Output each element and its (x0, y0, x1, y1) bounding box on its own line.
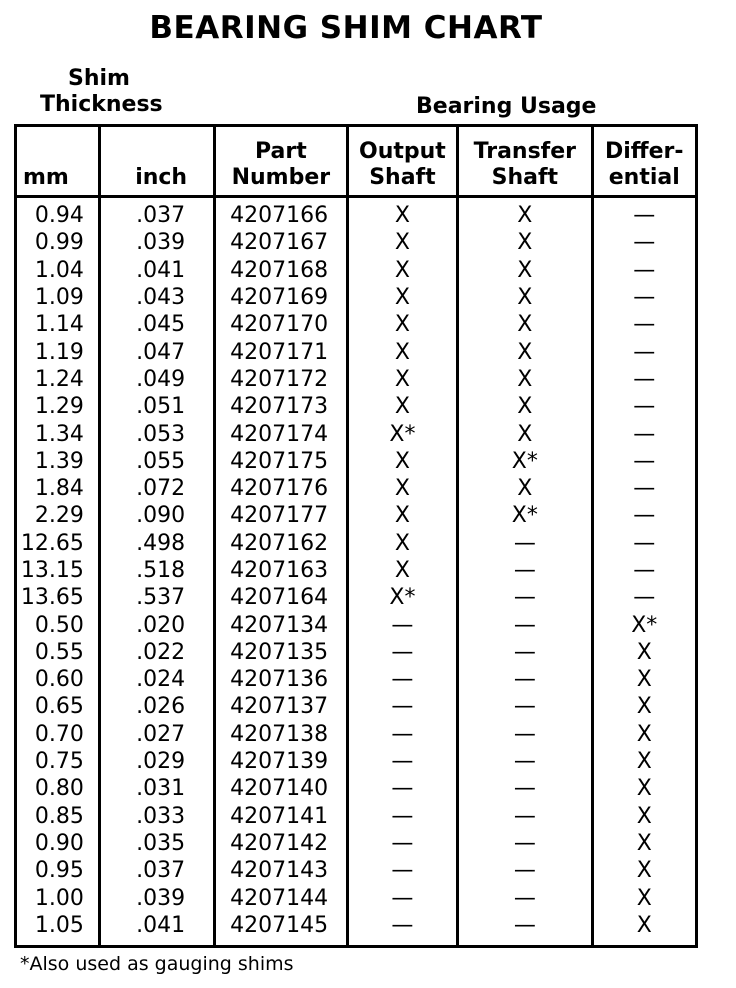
cell-diff: — (592, 311, 697, 338)
cell-output: X (347, 197, 458, 230)
table-row (16, 775, 697, 802)
cell-mm: 0.70 (16, 721, 100, 748)
cell-part: 4207169 (215, 284, 348, 311)
cell-diff: X (592, 912, 697, 947)
cell-diff: X (592, 830, 697, 857)
cell-part: 4207170 (215, 311, 348, 338)
cell-mm: 12.65 (16, 530, 100, 557)
cell-output: X* (347, 584, 458, 611)
cell-output: — (347, 748, 458, 775)
table-row (16, 639, 697, 666)
cell-inch: .026 (99, 693, 214, 720)
table-row (16, 584, 697, 611)
cell-transfer: — (458, 748, 592, 775)
cell-part: 4207163 (215, 557, 348, 584)
cell-mm: 0.55 (16, 639, 100, 666)
table-row (16, 311, 697, 338)
cell-diff: — (592, 257, 697, 284)
cell-mm: 1.39 (16, 448, 100, 475)
cell-output: — (347, 721, 458, 748)
header-transfer-shaft-line1: Transfer (473, 139, 577, 164)
cell-transfer: X (458, 366, 592, 393)
cell-diff: — (592, 584, 697, 611)
cell-mm: 1.19 (16, 338, 100, 365)
cell-part: 4207135 (215, 639, 348, 666)
cell-transfer: X (458, 197, 592, 230)
cell-inch: .043 (99, 284, 214, 311)
chart-title: BEARING SHIM CHART (149, 10, 543, 46)
cell-part: 4207143 (215, 857, 348, 884)
cell-output: — (347, 912, 458, 947)
cell-mm: 1.09 (16, 284, 100, 311)
table-row (16, 693, 697, 720)
cell-mm: 1.84 (16, 475, 100, 502)
cell-inch: .041 (99, 257, 214, 284)
table-row (16, 475, 697, 502)
cell-transfer: — (458, 584, 592, 611)
header-mm: mm (16, 126, 100, 197)
cell-part: 4207167 (215, 229, 348, 256)
footnote: *Also used as gauging shims (20, 953, 294, 975)
cell-mm: 1.29 (16, 393, 100, 420)
cell-output: X (347, 502, 458, 529)
cell-transfer: — (458, 557, 592, 584)
cell-diff: — (592, 284, 697, 311)
cell-mm: 13.15 (16, 557, 100, 584)
header-differential (592, 126, 697, 197)
cell-mm: 2.29 (16, 502, 100, 529)
cell-output: — (347, 693, 458, 720)
cell-inch: .041 (99, 912, 214, 947)
shim-table (14, 124, 698, 948)
cell-output: — (347, 884, 458, 911)
table-row (16, 803, 697, 830)
header-differential-line1: Differ- (604, 139, 684, 164)
cell-diff: X (592, 666, 697, 693)
cell-part: 4207171 (215, 338, 348, 365)
cell-part: 4207173 (215, 393, 348, 420)
cell-diff: — (592, 475, 697, 502)
cell-inch: .037 (99, 197, 214, 230)
cell-diff: X (592, 857, 697, 884)
cell-mm: 1.05 (16, 912, 100, 947)
table-header-row (16, 126, 697, 197)
cell-transfer: X (458, 393, 592, 420)
cell-part: 4207176 (215, 475, 348, 502)
cell-transfer: X (458, 420, 592, 447)
cell-inch: .039 (99, 229, 214, 256)
cell-inch: .047 (99, 338, 214, 365)
header-differential-line2: ential (608, 165, 680, 190)
table-row (16, 502, 697, 529)
cell-transfer: — (458, 912, 592, 947)
cell-inch: .537 (99, 584, 214, 611)
table-row (16, 420, 697, 447)
cell-output: — (347, 830, 458, 857)
cell-diff: — (592, 197, 697, 230)
table-row (16, 912, 697, 947)
cell-part: 4207142 (215, 830, 348, 857)
cell-part: 4207145 (215, 912, 348, 947)
table-row (16, 393, 697, 420)
cell-transfer: — (458, 830, 592, 857)
table-row (16, 557, 697, 584)
table-row (16, 197, 697, 230)
cell-output: X* (347, 420, 458, 447)
cell-mm: 0.80 (16, 775, 100, 802)
cell-mm: 1.04 (16, 257, 100, 284)
cell-transfer: X (458, 475, 592, 502)
cell-transfer: — (458, 721, 592, 748)
cell-part: 4207141 (215, 803, 348, 830)
cell-output: X (347, 557, 458, 584)
table-row (16, 721, 697, 748)
table-row (16, 257, 697, 284)
cell-diff: X (592, 884, 697, 911)
cell-inch: .024 (99, 666, 214, 693)
cell-mm: 0.85 (16, 803, 100, 830)
cell-part: 4207134 (215, 611, 348, 638)
table-row (16, 857, 697, 884)
cell-output: — (347, 611, 458, 638)
cell-diff: — (592, 502, 697, 529)
cell-output: — (347, 775, 458, 802)
cell-output: X (347, 448, 458, 475)
cell-transfer: — (458, 857, 592, 884)
table-row (16, 229, 697, 256)
cell-mm: 13.65 (16, 584, 100, 611)
cell-diff: — (592, 420, 697, 447)
table-row (16, 284, 697, 311)
cell-transfer: — (458, 611, 592, 638)
cell-part: 4207139 (215, 748, 348, 775)
cell-diff: X (592, 693, 697, 720)
cell-part: 4207177 (215, 502, 348, 529)
cell-mm: 1.34 (16, 420, 100, 447)
cell-output: — (347, 803, 458, 830)
cell-part: 4207136 (215, 666, 348, 693)
header-transfer-shaft (458, 126, 592, 197)
cell-part: 4207166 (215, 197, 348, 230)
cell-part: 4207164 (215, 584, 348, 611)
table-row (16, 366, 697, 393)
cell-part: 4207174 (215, 420, 348, 447)
header-part-number-line2: Number (231, 165, 331, 190)
cell-inch: .051 (99, 393, 214, 420)
cell-output: X (347, 393, 458, 420)
cell-transfer: X (458, 257, 592, 284)
header-output-shaft-line1: Output (359, 139, 446, 164)
cell-mm: 0.99 (16, 229, 100, 256)
shim-label-line2: Thickness (40, 92, 163, 117)
cell-part: 4207172 (215, 366, 348, 393)
cell-inch: .031 (99, 775, 214, 802)
cell-mm: 1.24 (16, 366, 100, 393)
bearing-usage-label: Bearing Usage (416, 94, 597, 119)
cell-mm: 0.50 (16, 611, 100, 638)
table-row (16, 530, 697, 557)
cell-output: X (347, 530, 458, 557)
cell-mm: 1.14 (16, 311, 100, 338)
cell-inch: .020 (99, 611, 214, 638)
cell-part: 4207137 (215, 693, 348, 720)
table-row (16, 884, 697, 911)
cell-inch: .090 (99, 502, 214, 529)
cell-part: 4207138 (215, 721, 348, 748)
cell-inch: .033 (99, 803, 214, 830)
cell-diff: — (592, 530, 697, 557)
cell-diff: — (592, 229, 697, 256)
cell-diff: X* (592, 611, 697, 638)
cell-transfer: — (458, 803, 592, 830)
cell-output: X (347, 257, 458, 284)
cell-transfer: X (458, 311, 592, 338)
cell-transfer: X* (458, 448, 592, 475)
cell-part: 4207162 (215, 530, 348, 557)
cell-output: X (347, 366, 458, 393)
shim-thickness-label (40, 66, 172, 118)
cell-transfer: — (458, 693, 592, 720)
cell-inch: .498 (99, 530, 214, 557)
header-transfer-shaft-line2: Shaft (491, 165, 559, 190)
cell-output: — (347, 857, 458, 884)
cell-output: X (347, 338, 458, 365)
cell-transfer: X (458, 284, 592, 311)
cell-output: X (347, 311, 458, 338)
header-output-shaft-line2: Shaft (369, 165, 436, 190)
table-row (16, 611, 697, 638)
header-output-shaft (347, 126, 458, 197)
cell-transfer: X* (458, 502, 592, 529)
cell-mm: 0.95 (16, 857, 100, 884)
cell-inch: .072 (99, 475, 214, 502)
cell-diff: — (592, 557, 697, 584)
cell-mm: 0.90 (16, 830, 100, 857)
header-inch: inch (99, 126, 214, 197)
cell-inch: .053 (99, 420, 214, 447)
cell-mm: 0.94 (16, 197, 100, 230)
cell-diff: X (592, 803, 697, 830)
table-body (16, 197, 697, 947)
table-row (16, 338, 697, 365)
cell-part: 4207140 (215, 775, 348, 802)
cell-transfer: — (458, 530, 592, 557)
cell-inch: .035 (99, 830, 214, 857)
cell-diff: — (592, 393, 697, 420)
header-part-number-line1: Part (255, 139, 307, 164)
header-part-number (215, 126, 348, 197)
cell-diff: — (592, 366, 697, 393)
cell-inch: .027 (99, 721, 214, 748)
cell-inch: .022 (99, 639, 214, 666)
cell-mm: 0.65 (16, 693, 100, 720)
cell-diff: X (592, 639, 697, 666)
table-row (16, 448, 697, 475)
cell-transfer: — (458, 775, 592, 802)
cell-inch: .037 (99, 857, 214, 884)
cell-diff: X (592, 775, 697, 802)
cell-inch: .045 (99, 311, 214, 338)
cell-diff: X (592, 748, 697, 775)
shim-label-line1: Shim (68, 66, 130, 91)
cell-output: X (347, 475, 458, 502)
table-row (16, 748, 697, 775)
cell-inch: .029 (99, 748, 214, 775)
cell-inch: .049 (99, 366, 214, 393)
table-row (16, 830, 697, 857)
cell-mm: 0.75 (16, 748, 100, 775)
cell-part: 4207168 (215, 257, 348, 284)
cell-diff: — (592, 338, 697, 365)
cell-inch: .039 (99, 884, 214, 911)
cell-output: — (347, 639, 458, 666)
cell-transfer: — (458, 666, 592, 693)
cell-output: X (347, 229, 458, 256)
cell-inch: .055 (99, 448, 214, 475)
cell-output: — (347, 666, 458, 693)
cell-part: 4207175 (215, 448, 348, 475)
cell-transfer: — (458, 639, 592, 666)
cell-output: X (347, 284, 458, 311)
cell-mm: 0.60 (16, 666, 100, 693)
table-row (16, 666, 697, 693)
cell-inch: .518 (99, 557, 214, 584)
cell-diff: — (592, 448, 697, 475)
cell-transfer: — (458, 884, 592, 911)
cell-part: 4207144 (215, 884, 348, 911)
cell-mm: 1.00 (16, 884, 100, 911)
cell-transfer: X (458, 338, 592, 365)
cell-transfer: X (458, 229, 592, 256)
cell-diff: X (592, 721, 697, 748)
